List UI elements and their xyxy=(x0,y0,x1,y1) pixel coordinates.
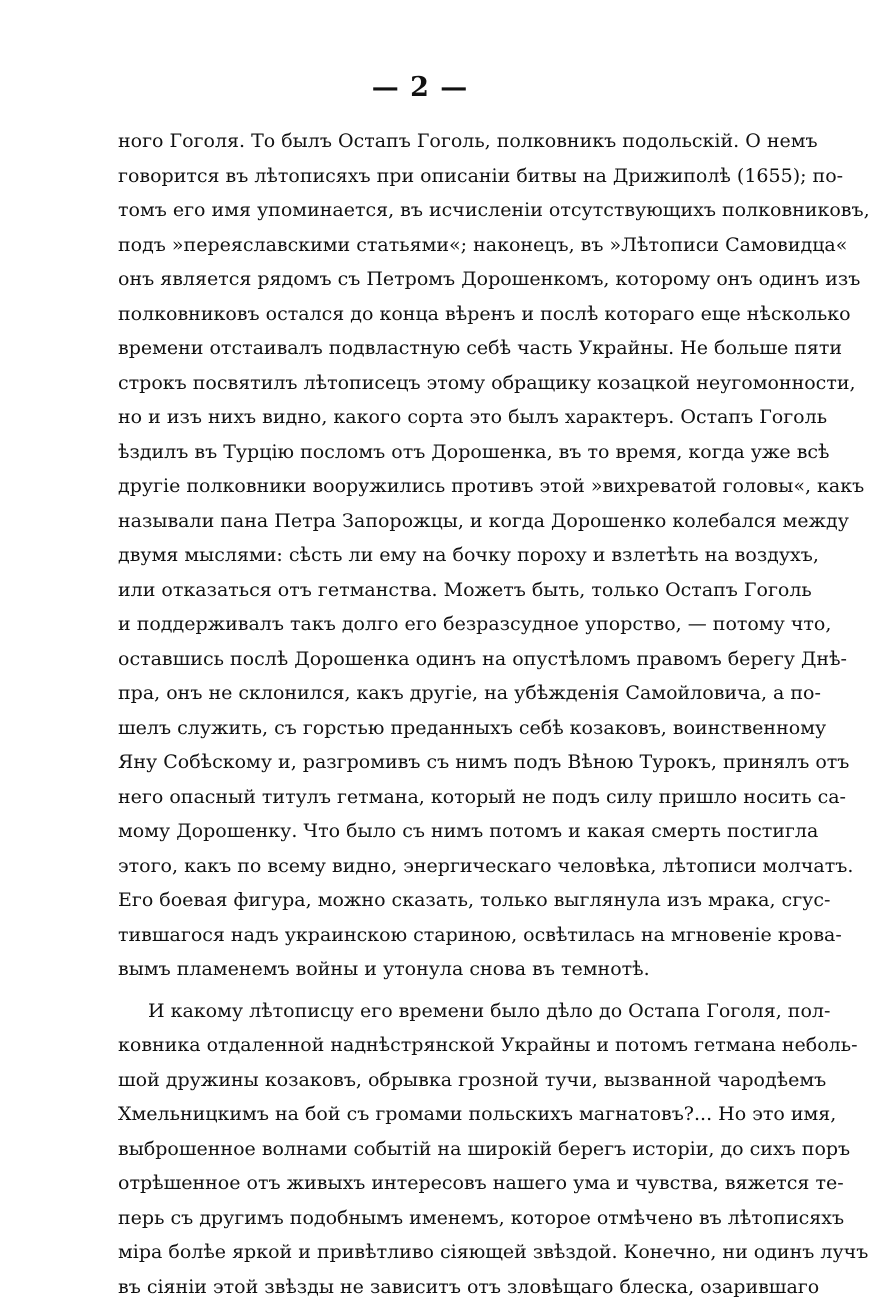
text-line: онъ является рядомъ съ Петромъ Дорошенкомъ, которому онъ одинъ изъ xyxy=(118,262,710,297)
text-line: томъ его имя упоминается, въ исчисленіи отсутствующихъ полковниковъ, xyxy=(118,193,710,228)
text-line: говорится въ лѣтописяхъ при описаніи битвы на Дрижиполѣ (1655); по- xyxy=(118,159,710,194)
text-line: перь съ другимъ подобнымъ именемъ, которое отмѣчено въ лѣтописяхъ xyxy=(118,1201,710,1236)
body-text xyxy=(118,124,710,1304)
text-line: Яну Собѣскому и, разгромивъ съ нимъ подъ Вѣною Турокъ, принялъ отъ xyxy=(118,745,710,780)
text-line: называли пана Петра Запорожцы, и когда Дорошенко колебался между xyxy=(118,504,710,539)
text-line: И какому лѣтописцу его времени было дѣло до Остапа Гоголя, пол- xyxy=(118,994,710,1029)
text-line: тившагося надъ украинскою стариною, освѣтилась на мгновеніе крова- xyxy=(118,918,710,953)
text-line: этого, какъ по всему видно, энергическаго человѣка, лѣтописи молчатъ. xyxy=(118,849,710,884)
text-line: но и изъ нихъ видно, какого сорта это былъ характеръ. Остапъ Гоголь xyxy=(118,400,710,435)
text-line: подъ »переяславскими статьями«; наконецъ, въ »Лѣтописи Самовидца« xyxy=(118,228,710,263)
text-line: и поддерживалъ такъ долго его безразсудное упорство, — потому что, xyxy=(118,607,710,642)
text-line: мому Дорошенку. Что было съ нимъ потомъ и какая смерть постигла xyxy=(118,814,710,849)
text-line: Хмельницкимъ на бой съ громами польскихъ магнатовъ?... Но это имя, xyxy=(118,1097,710,1132)
text-line: выброшенное волнами событій на широкій берегъ исторіи, до сихъ поръ xyxy=(118,1132,710,1167)
text-line: пра, онъ не склонился, какъ другіе, на убѣжденія Самойловича, а по- xyxy=(118,676,710,711)
text-line: двумя мыслями: сѣсть ли ему на бочку пороху и взлетѣть на воздухъ, xyxy=(118,538,710,573)
text-line: строкъ посвятилъ лѣтописецъ этому обращику козацкой неугомонности, xyxy=(118,366,710,401)
text-line: времени отстаивалъ подвластную себѣ часть Украйны. Не больше пяти xyxy=(118,331,710,366)
text-line: ного Гоголя. То былъ Остапъ Гоголь, полковникъ подольскій. О немъ xyxy=(118,124,710,159)
text-line: шелъ служить, съ горстью преданныхъ себѣ козаковъ, воинственному xyxy=(118,711,710,746)
text-line: оставшись послѣ Дорошенка одинъ на опустѣломъ правомъ берегу Днѣ- xyxy=(118,642,710,677)
text-line: Его боевая фигура, можно сказать, только выглянула изъ мрака, сгус- xyxy=(118,883,710,918)
page-number: — 2 — xyxy=(0,72,840,103)
text-line: міра болѣе яркой и привѣтливо сіяющей звѣздой. Конечно, ни одинъ лучъ xyxy=(118,1235,710,1270)
text-line: вымъ пламенемъ войны и утонула снова въ темнотѣ. xyxy=(118,952,710,987)
text-line: другіе полковники вооружились противъ этой »вихреватой головы«, какъ xyxy=(118,469,710,504)
text-line: въ сіяніи этой звѣзды не зависитъ отъ зловѣщаго блеска, озарившаго xyxy=(118,1270,710,1304)
paragraph-gap xyxy=(118,987,710,994)
text-line: полковниковъ остался до конца вѣренъ и послѣ котораго еще нѣсколько xyxy=(118,297,710,332)
paragraph-2 xyxy=(118,994,710,1304)
text-line: ковника отдаленной наднѣстрянской Украйны и потомъ гетмана неболь- xyxy=(118,1028,710,1063)
text-line: ѣздилъ въ Турцію посломъ отъ Дорошенка, въ то время, когда уже всѣ xyxy=(118,435,710,470)
text-line: шой дружины козаковъ, обрывка грозной тучи, вызванной чародѣемъ xyxy=(118,1063,710,1098)
text-line: или отказаться отъ гетманства. Можетъ быть, только Остапъ Гоголь xyxy=(118,573,710,608)
text-line: него опасный титулъ гетмана, который не подъ силу пришло носить са- xyxy=(118,780,710,815)
text-line: отрѣшенное отъ живыхъ интересовъ нашего ума и чувства, вяжется те- xyxy=(118,1166,710,1201)
paragraph-1 xyxy=(118,124,710,987)
